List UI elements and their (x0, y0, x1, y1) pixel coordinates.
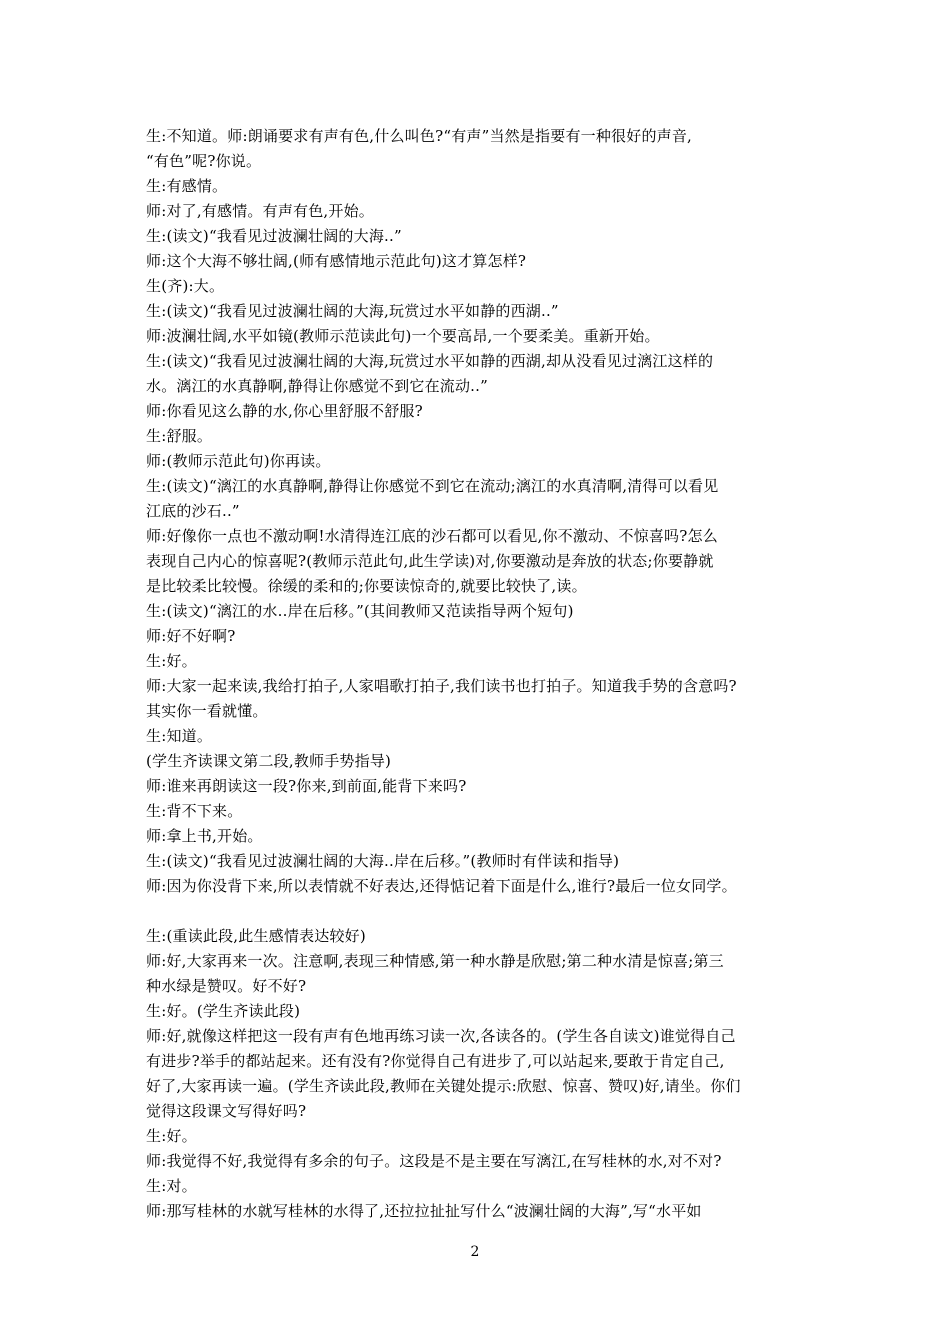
text-line: 是比较柔比较慢。徐缓的柔和的;你要读惊奇的,就要比较快了,读。 (146, 577, 587, 595)
text-line: 师:那写桂林的水就写桂林的水得了,还拉拉扯扯写什么“波澜壮阔的大海”,写“水平如 (146, 1202, 702, 1220)
page-number: 2 (470, 1244, 480, 1260)
text-line: 师:好不好啊? (146, 627, 236, 645)
text-line: 师:大家一起来读,我给打拍子,人家唱歌打拍子,我们读书也打拍子。知道我手势的含意吗? (146, 677, 737, 695)
text-line: 生:(读文)“我看见过波澜壮阔的大海,玩赏过水平如静的西湖..” (146, 302, 559, 320)
text-line: 师:波澜壮阔,水平如镜(教师示范读此句)一个要高昂,一个要柔美。重新开始。 (146, 327, 660, 345)
text-line: 生:(读文)“漓江的水真静啊,静得让你感觉不到它在流动;漓江的水真清啊,清得可以看见 (146, 477, 719, 495)
text-line: 表现自己内心的惊喜呢?(教师示范此句,此生学读)对,你要激动是奔放的状态;你要静就 (146, 552, 714, 570)
text-line: 师:好,就像这样把这一段有声有色地再练习读一次,各读各的。(学生各自读文)谁觉得自己 (146, 1027, 736, 1045)
text-line: 师:(教师示范此句)你再读。 (146, 452, 331, 470)
text-line: 师:对了,有感情。有声有色,开始。 (146, 202, 374, 220)
text-line: 生:(读文)“漓江的水..岸在后移。”(其间教师又范读指导两个短句) (146, 602, 574, 620)
text-line: 师:好像你一点也不激动啊!水清得连江底的沙石都可以看见,你不激动、不惊喜吗?怎么 (146, 527, 718, 545)
text-line: 生:(读文)“我看见过波澜壮阔的大海..” (146, 227, 402, 245)
text-line: 师:好,大家再来一次。注意啊,表现三种情感,第一种水静是欣慰;第二种水清是惊喜;第三 (146, 952, 724, 970)
text-line: 种水绿是赞叹。好不好? (146, 977, 307, 995)
text-line: 生:有感情。 (146, 177, 228, 195)
document-body (146, 124, 818, 1224)
text-line: 好了,大家再读一遍。(学生齐读此段,教师在关键处提示:欣慰、惊喜、赞叹)好,请坐。你们 (146, 1077, 741, 1095)
text-line: 江底的沙石..” (146, 502, 240, 520)
text-line: (学生齐读课文第二段,教师手势指导) (146, 752, 392, 770)
text-line: 师:我觉得不好,我觉得有多余的句子。这段是不是主要在写漓江,在写桂林的水,对不对? (146, 1152, 722, 1170)
text-line: 生:知道。 (146, 727, 213, 745)
text-line: 生:好。 (146, 1127, 197, 1145)
text-line: 生:背不下来。 (146, 802, 243, 820)
text-line: 生:好。(学生齐读此段) (146, 1002, 301, 1020)
text-line: “有色”呢?你说。 (146, 152, 262, 170)
text-line: 师:谁来再朗读这一段?你来,到前面,能背下来吗? (146, 777, 467, 795)
text-line: 生:(读文)“我看见过波澜壮阔的大海..岸在后移。”(教师时有伴读和指导) (146, 852, 620, 870)
text-line: 生:舒服。 (146, 427, 213, 445)
text-line: 生:不知道。师:朗诵要求有声有色,什么叫色?“有声”当然是指要有一种很好的声音, (146, 127, 693, 145)
text-line: 觉得这段课文写得好吗? (146, 1102, 307, 1120)
text-line: 生:好。 (146, 652, 197, 670)
text-line: 生:(重读此段,此生感情表达较好) (146, 927, 366, 945)
text-line: 其实你一看就懂。 (146, 702, 268, 720)
text-line: 水。漓江的水真静啊,静得让你感觉不到它在流动..” (146, 377, 488, 395)
text-line: 师:你看见这么静的水,你心里舒服不舒服? (146, 402, 423, 420)
text-line: 师:因为你没背下来,所以表情就不好表达,还得惦记着下面是什么,谁行?最后一位女同学。 (146, 877, 737, 895)
text-line: 生(齐):大。 (146, 277, 225, 295)
text-line: 师:拿上书,开始。 (146, 827, 263, 845)
text-line: 师:这个大海不够壮阔,(师有感情地示范此句)这才算怎样? (146, 252, 527, 270)
text-line: 生:对。 (146, 1177, 197, 1195)
blank-line (146, 899, 818, 924)
text-line: 有进步?举手的都站起来。还有没有?你觉得自己有进步了,可以站起来,要敢于肯定自己, (146, 1052, 725, 1070)
text-line: 生:(读文)“我看见过波澜壮阔的大海,玩赏过水平如静的西湖,却从没看见过漓江这样的 (146, 352, 714, 370)
